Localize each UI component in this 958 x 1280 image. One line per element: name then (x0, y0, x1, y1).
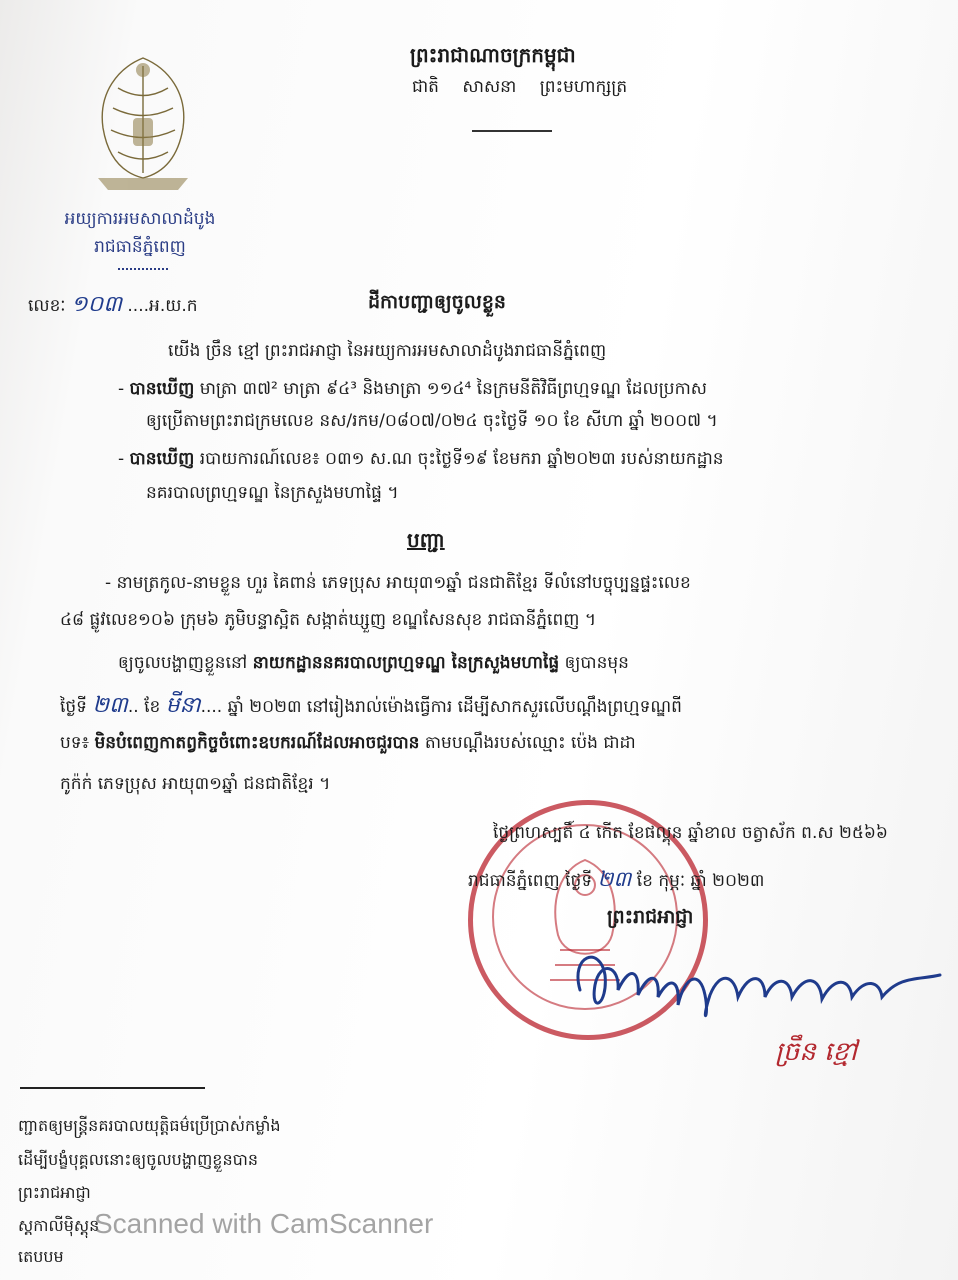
reference-suffix: ....អ.យ.ក (127, 296, 198, 316)
order-paragraph-1a: - នាមត្រកូល-នាមខ្លួន ហួរ គៃពាន់ ភេទប្រុស អាយុ៣១ឆ្នាំ ជនជាតិខ្មែរ ទីលំនៅបច្ចុប្បន្នផ្ទះលេខ (105, 573, 691, 593)
order-2a-pre: ឲ្យចូលបង្ហាញខ្លួននៅ (118, 653, 248, 673)
lunar-date: ថ្ងៃព្រហស្បតិ៍ ៤ កើត ខែផល្គុន ឆ្នាំខាល ចត្វាស័ក ព.ស ២៥៦៦ (493, 823, 888, 843)
order-2b-month-label: ខែ (144, 697, 161, 717)
order-2b-day: ២៣ (92, 693, 128, 718)
footer-divider (20, 1087, 205, 1089)
footer-line-4: ស្តកាលីម៉ិស្តុន (18, 1216, 100, 1235)
order-heading: បញ្ជា (407, 528, 445, 552)
ministry-divider (118, 268, 168, 270)
seen-2-line-b: នគរបាលព្រហ្មទណ្ឌ នៃក្រសួងមហាផ្ទៃ ។ (146, 483, 399, 503)
signer-name: ច្រឹន ខ្មៅ (775, 1037, 858, 1067)
place-date-post: ខែ កុម្ភៈ ឆ្នាំ ២០២៣ (636, 871, 765, 891)
seen-1-line-b: ឲ្យប្រើតាមព្រះរាជក្រមលេខ នស/រកម/០៨០៧/០២៤ ចុះថ្ងៃទី ១០ ខែ សីហា ឆ្នាំ ២០០៧ ។ (146, 411, 718, 431)
order-paragraph-2a (118, 652, 629, 677)
reference-handwritten-number: ១០៣ (70, 292, 122, 317)
scanner-watermark: Scanned with CamScanner (94, 1208, 434, 1239)
intro-line: យើង ច្រឹន ខ្មៅ ព្រះរាជអាជ្ញា នៃអយ្យការអមសាលាដំបូងរាជធានីភ្នំពេញ (168, 341, 607, 361)
order-2c-pre: បទ៖ (60, 733, 90, 753)
order-2b-day-label: ថ្ងៃទី (60, 697, 87, 717)
footer-line-3: ព្រះរាជអាជ្ញា (18, 1183, 91, 1202)
order-2a-post: ឲ្យបានមុន (564, 653, 629, 673)
ministry-name (40, 205, 240, 261)
footer-line-5: តេបបម (18, 1247, 64, 1266)
seen-1-line-a: - បានឃើញ មាត្រា ៣៧² មាត្រា ៩៤³ និងមាត្រា ១១៤⁴ នៃក្រមនីតិវិធីព្រហ្មទណ្ឌ ដែលប្រកាស (118, 379, 707, 399)
place-date-day: ២៣ (597, 867, 632, 891)
handwritten-signature (560, 935, 950, 1030)
national-motto: ជាតិ សាសនា ព្រះមហាក្សត្រ (412, 77, 628, 97)
seen-2-line-a: - បានឃើញ របាយការណ៍លេខ៖ ០៣១ ស.ណ ចុះថ្ងៃទី១៩ ខែមករា ឆ្នាំ២០២៣ របស់នាយកដ្ឋាន (118, 449, 724, 469)
order-2a-bold: នាយកដ្ឋាននគរបាលព្រហ្មទណ្ឌ នៃក្រសួងមហាផ្ទៃ (252, 653, 560, 673)
emblem-seal-icon (78, 48, 208, 198)
ministry-line-2: រាជធានីភ្នំពេញ (94, 237, 186, 257)
motto-divider (472, 130, 552, 132)
order-2b-month: មីនា (165, 693, 201, 718)
order-2b-rest: ឆ្នាំ ២០២៣ នៅរៀងរាល់ម៉ោងធ្វើការ ដើម្បីសាកសួរលើបណ្ដឹងព្រហ្មទណ្ឌពី (227, 697, 682, 717)
seen-1-text-a: មាត្រា ៣៧² មាត្រា ៩៤³ និងមាត្រា ១១៤⁴ នៃក្រមនីតិវិធីព្រហ្មទណ្ឌ ដែលប្រកាស (199, 379, 707, 399)
place-date-pre: រាជធានីភ្នំពេញ ថ្ងៃទី (468, 871, 593, 891)
kingdom-title: ព្រះរាជាណាចក្រកម្ពុជា (410, 43, 576, 67)
order-paragraph-2c (60, 732, 636, 757)
seen-1-label: បានឃើញ (129, 379, 195, 399)
order-paragraph-2d: កូក៉ក់ ភេទប្រុស អាយុ៣១ឆ្នាំ ជនជាតិខ្មែរ ។ (60, 774, 331, 794)
ministry-line-1: អយ្យការអមសាលាដំបូង (64, 209, 216, 229)
order-paragraph-1b: ៤៨ ផ្លូវលេខ១០៦ ក្រុម៦ ភូមិបន្ទាស្អិត សង្កាត់ឃ្សួញ ខណ្ឌសែនសុខ រាជធានីភ្នំពេញ ។ (60, 610, 597, 630)
document-title: ដីកាបញ្ជាឲ្យចូលខ្លួន (368, 291, 506, 313)
reference-label: លេខៈ (28, 296, 66, 316)
reference-number (28, 290, 198, 322)
footer-line-1: ញ្ជាតឲ្យមន្ត្រីនគរបាលយុត្តិធម៌ប្រើប្រាស់កម្លាំង (18, 1116, 281, 1135)
order-paragraph-2b: ថ្ងៃទី ២៣.. ខែ មីនា.... ឆ្នាំ ២០២៣ នៅរៀងរាល់ម៉ោងធ្វើការ ដើម្បីសាកសួរលើបណ្ដឹងព្រហ្មទណ្ឌពី (60, 693, 682, 718)
place-date (468, 866, 764, 897)
signer-title: ព្រះរាជអាជ្ញា (607, 906, 694, 928)
order-2c-post: តាមបណ្ដឹងរបស់ឈ្មោះ ប៉េង ជាដា (424, 733, 636, 753)
seen-2-label: បានឃើញ (129, 449, 195, 469)
order-2c-bold: មិនបំពេញកាតព្វកិច្ចចំពោះឧបករណ៍ដែលអាចជួរបាន (94, 733, 420, 753)
seen-2-text-a: របាយការណ៍លេខ៖ ០៣១ ស.ណ ចុះថ្ងៃទី១៩ ខែមករា ឆ្នាំ២០២៣ របស់នាយកដ្ឋាន (199, 449, 724, 469)
footer-line-2: ដើម្បីបង្ខំបុគ្គលនោះឲ្យចូលបង្ហាញខ្លួនបាន (18, 1150, 258, 1169)
